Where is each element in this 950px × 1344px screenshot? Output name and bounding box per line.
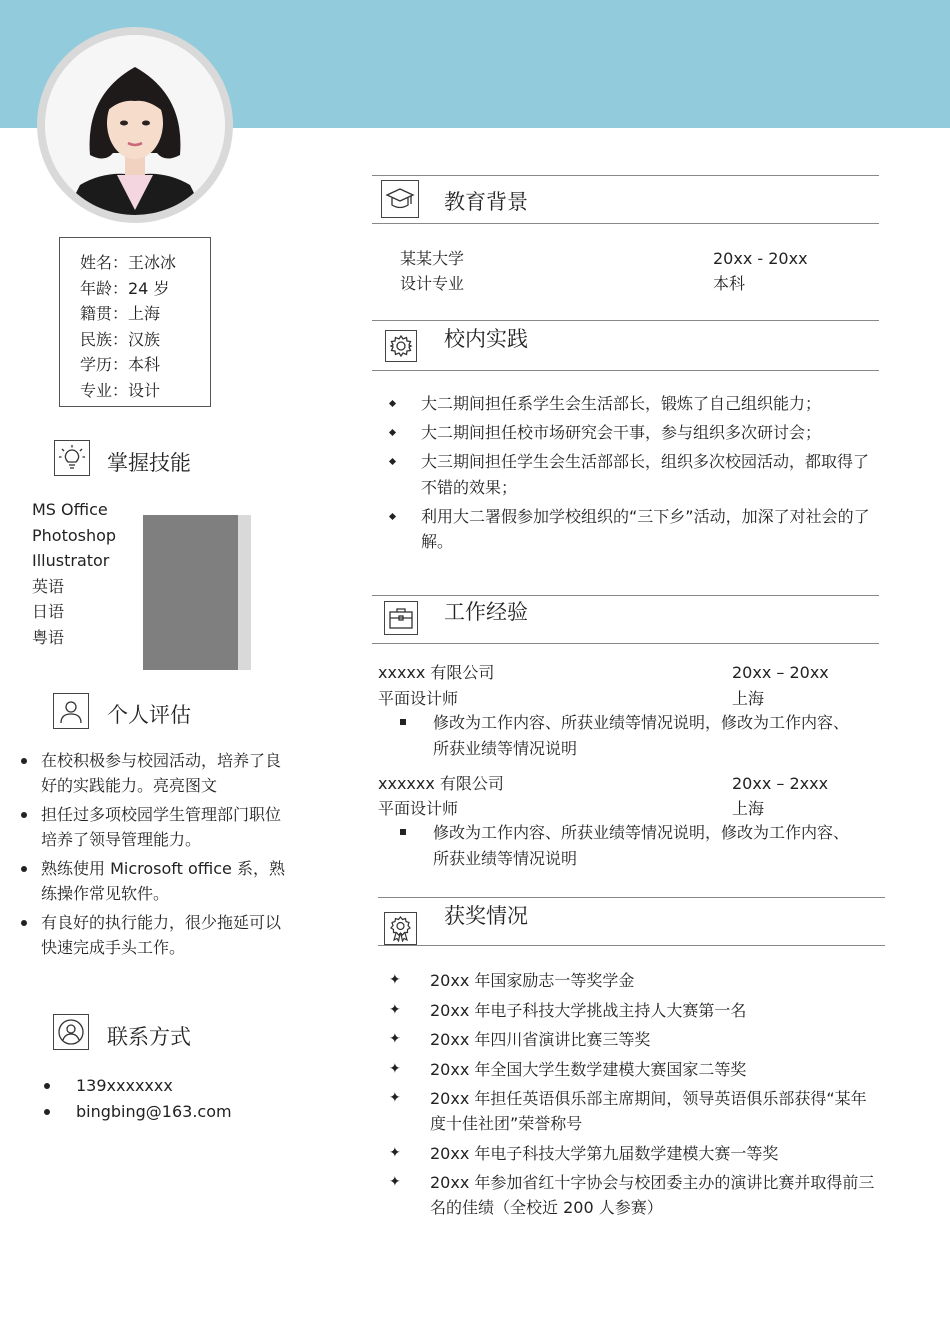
graduation-cap-icon: [381, 180, 419, 218]
education-period: 20xx - 20xx: [713, 249, 808, 268]
star-bullet-icon: ✦: [389, 972, 401, 988]
list-item: ✦ 20xx 年电子科技大学挑战主持人大赛第一名: [388, 998, 878, 1023]
profile-origin: 籍贯：上海: [80, 304, 161, 323]
divider: [378, 945, 885, 946]
list-item: 修改为工作内容、所获业绩等情况说明，修改为工作内容、所获业绩等情况说明: [398, 710, 858, 761]
list-item: ✦ 20xx 年四川省演讲比赛三等奖: [388, 1027, 878, 1052]
practice-heading: 校内实践: [444, 327, 528, 351]
profile-info-box: [59, 237, 211, 407]
job-title: 平面设计师: [378, 799, 459, 818]
contact-list: [42, 1073, 232, 1124]
list-item: 在校积极参与校园活动，培养了良好的实践能力。亮亮图文: [20, 748, 290, 798]
job-company: xxxxx 有限公司: [378, 663, 495, 682]
contact-heading: 联系方式: [107, 1025, 191, 1049]
job-desc-list: [398, 710, 858, 761]
contact-icon: [53, 1014, 89, 1050]
gear-icon: [385, 330, 417, 362]
awards-heading: 获奖情况: [444, 904, 528, 928]
list-item: ✦ 20xx 年电子科技大学第九届数学建模大赛一等奖: [388, 1141, 878, 1166]
list-item: 熟练使用 Microsoft office 系，熟练操作常见软件。: [20, 856, 290, 906]
list-item: ✦ 20xx 年全国大学生数学建模大赛国家二等奖: [388, 1057, 878, 1082]
profile-ethnicity: 民族：汉族: [80, 329, 161, 349]
profile-photo: [45, 35, 225, 215]
list-item: 大二期间担任校市场研究会干事，参与组织多次研讨会；: [388, 420, 878, 446]
education-heading: 教育背景: [444, 190, 528, 214]
star-bullet-icon: ✦: [389, 1090, 401, 1106]
lightbulb-icon: [54, 440, 90, 476]
star-bullet-icon: ✦: [389, 1060, 401, 1077]
divider: [372, 175, 879, 176]
divider: [372, 223, 879, 224]
job-desc-list: [398, 820, 858, 871]
skill-item: 粤语: [32, 627, 65, 647]
list-item: 修改为工作内容、所获业绩等情况说明，修改为工作内容、所获业绩等情况说明: [398, 820, 858, 871]
list-item: ✦ 20xx 年担任英语俱乐部主席期间，领导英语俱乐部获得“某年度十佳社团”荣誉称号: [388, 1086, 878, 1136]
evaluation-list: [20, 748, 290, 964]
skill-list: [32, 497, 116, 650]
star-bullet-icon: ✦: [389, 1001, 401, 1018]
job-title: 平面设计师: [378, 689, 459, 708]
job-location: 上海: [732, 799, 765, 818]
divider: [372, 370, 879, 371]
job-period: 20xx – 2xxx: [732, 774, 829, 793]
star-bullet-icon: ✦: [389, 1144, 401, 1161]
job-period: 20xx – 20xx: [732, 663, 829, 682]
star-bullet-icon: ✦: [389, 1031, 401, 1047]
list-item: 担任过多项校园学生管理部门职位培养了领导管理能力。: [20, 802, 290, 852]
list-item: ✦ 20xx 年国家励志一等奖学金: [388, 968, 878, 993]
contact-phone: 139xxxxxxx: [42, 1073, 232, 1099]
skill-bar-fill: [143, 515, 238, 670]
award-ribbon-icon: [384, 912, 417, 945]
profile-name: 姓名：王冰冰: [80, 253, 177, 272]
list-item: 大三期间担任学生会生活部部长，组织多次校园活动，都取得了不错的效果；: [388, 449, 878, 500]
skills-heading: 掌握技能: [107, 451, 191, 475]
list-item: ✦ 20xx 年参加省红十字协会与校团委主办的演讲比赛并取得前三名的佳绩（全校近 200 人参赛）: [388, 1170, 878, 1220]
divider: [378, 897, 885, 898]
skill-item: Illustrator: [32, 551, 110, 570]
skill-item: Photoshop: [32, 525, 117, 545]
person-icon: [53, 693, 89, 729]
profile-age: 年龄：24 岁: [80, 278, 170, 298]
skill-item: MS Office: [32, 500, 108, 519]
profile-education: 学历：本科: [80, 355, 161, 374]
education-degree: 本科: [713, 274, 746, 293]
awards-list: [388, 968, 878, 1225]
skill-item: 日语: [32, 602, 65, 621]
divider: [372, 320, 879, 321]
job-location: 上海: [732, 689, 765, 708]
job-company: xxxxxx 有限公司: [378, 774, 504, 793]
work-heading: 工作经验: [444, 600, 528, 624]
profile-major: 专业：设计: [80, 380, 161, 400]
divider: [372, 643, 879, 644]
education-school: 某某大学: [400, 249, 465, 268]
contact-email: bingbing@163.com: [42, 1099, 232, 1125]
practice-list: [388, 391, 878, 558]
evaluation-heading: 个人评估: [107, 703, 191, 727]
list-item: 有良好的执行能力，很少拖延可以快速完成手头工作。: [20, 910, 290, 960]
star-bullet-icon: ✦: [389, 1174, 401, 1190]
education-major: 设计专业: [400, 274, 465, 293]
list-item: 大二期间担任系学生会生活部长，锻炼了自己组织能力；: [388, 391, 878, 417]
list-item: 利用大二署假参加学校组织的“三下乡”活动，加深了对社会的了解。: [388, 504, 878, 555]
briefcase-icon: [384, 601, 418, 635]
skill-item: 英语: [32, 576, 65, 596]
